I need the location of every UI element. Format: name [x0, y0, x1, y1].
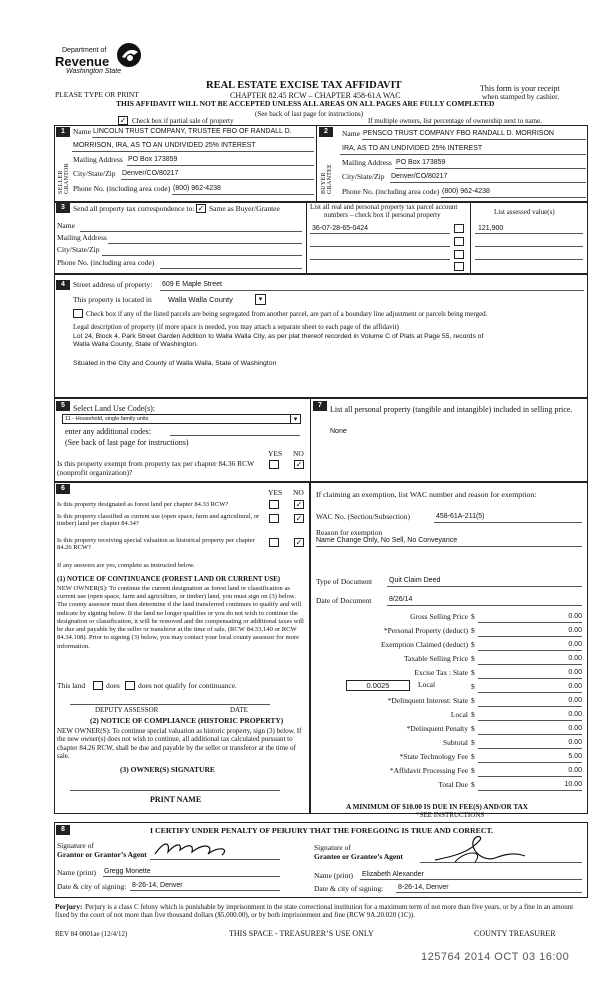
tax-line-label: *Delinquent Penalty [406, 724, 468, 733]
exempt-question: Is this property exempt from property tax per chapter 84.36 RCW (nonprofit organization)? [57, 459, 255, 477]
tax-line-dollar: $ [471, 682, 475, 691]
section-8-number: 8 [56, 825, 70, 835]
buyer-name-line-2[interactable]: IRA, AS TO AN UNDIVIDED 25% INTEREST [342, 145, 483, 152]
legal-description-label: Legal description of property (if more space is needed, you may attach a separate sheet to each page of the affidavit) [73, 323, 399, 331]
grantor-date-city[interactable]: 8-26-14, Denver [132, 882, 183, 889]
wac-label: WAC No. (Section/Subsection) [316, 512, 410, 521]
legal-description-1[interactable]: Lot 24, Block 4, Park Street Garden Addition to Walla Walla City, as per plat thereof recorded in Volume C of Plats at Page 55, records of [73, 333, 484, 340]
grantor-date-label: Date & city of signing: [57, 882, 127, 891]
tax-line-label: Subtotal [442, 738, 468, 747]
partial-sale-checkbox[interactable]: ✓ [119, 116, 127, 125]
receipt-note-1: This form is your receipt [480, 84, 560, 93]
located-in-label: This property is located in [73, 295, 152, 304]
seller-phone-label: Phone No. (including area code) [73, 184, 171, 193]
section-7-number: 7 [313, 401, 327, 411]
section-5-number: 5 [56, 401, 70, 411]
land-use-dropdown-arrow-icon[interactable]: ▾ [290, 414, 301, 424]
seller-city[interactable]: Denver/CO/80217 [122, 170, 179, 177]
parcel-2-personal-checkbox[interactable] [454, 237, 464, 246]
grantee-sig-of: Signature of [314, 843, 351, 852]
buyer-phone[interactable]: (800) 962-4238 [442, 188, 490, 195]
s3-address-label: Mailing Address [57, 233, 107, 242]
grantee-name-label: Name (print) [314, 871, 353, 880]
assessed-value[interactable]: 121,900 [478, 225, 504, 232]
treasurer-space: THIS SPACE - TREASURER’S USE ONLY [229, 929, 374, 938]
tax-line-dollar: $ [471, 668, 475, 677]
compliance-body: NEW OWNER(S): To continue special valuation as historic property, sign (3) below. If the new owner(s) does not wish to continue, all additional tax calculated pursuant to chapter 84.26 RCW, shall be due and payable by the seller or transferor at the time of sale. [57, 727, 302, 761]
parcel-4-personal-checkbox[interactable] [454, 262, 464, 271]
revenue-logo-icon [112, 40, 146, 70]
print-name-label: PRINT NAME [150, 795, 202, 804]
tax-line-amount[interactable]: 0.00 [568, 725, 582, 732]
buyer-name-label: Name [342, 129, 360, 138]
tax-line-dollar: $ [471, 696, 475, 705]
tax-line-amount[interactable]: 0.00 [568, 711, 582, 718]
wac-value[interactable]: 458-61A-211(5) [436, 513, 485, 520]
parcel-header-1: List all real and personal property tax parcel account [310, 203, 458, 211]
doc-type-label: Type of Document [316, 577, 373, 586]
tax-line-label: *State Technology Fee [399, 752, 468, 761]
deputy-assessor-label: DEPUTY ASSESSOR [95, 706, 159, 714]
tax-line-amount[interactable]: 5.00 [568, 753, 582, 760]
county-treasurer: COUNTY TREASURER [474, 929, 556, 938]
does-not-qualify-checkbox[interactable] [125, 681, 135, 690]
certify-statement: I CERTIFY UNDER PENALTY OF PERJURY THAT THE FOREGOING IS TRUE AND CORRECT. [150, 826, 494, 835]
legal-description-2[interactable]: Walla Walla County, State of Washington. [73, 341, 198, 348]
owner-signature-label: (3) OWNER(S) SIGNATURE [120, 765, 215, 774]
treasurer-stamp: 125764 2014 OCT 03 16:00 [421, 951, 570, 963]
buyer-city[interactable]: Denver/CO/80217 [391, 173, 448, 180]
this-land-label: This land [57, 681, 86, 690]
land-use-select[interactable]: 11 - Household, single family units [62, 414, 300, 424]
seller-city-label: City/State/Zip [73, 169, 116, 178]
grantor-name-label: Name (print) [57, 868, 96, 877]
current-use-yes-checkbox[interactable] [269, 514, 279, 523]
tax-line-dollar: $ [471, 640, 475, 649]
state-label: Washington State [66, 68, 122, 75]
s6-yes-header: YES [268, 488, 283, 497]
exemption-label: If claiming an exemption, list WAC number and reason for exemption: [316, 490, 537, 499]
grantee-signature[interactable] [425, 832, 535, 866]
parcel-1-personal-checkbox[interactable] [454, 224, 464, 233]
tax-line-amount[interactable]: 0.00 [568, 655, 582, 662]
doc-date-value[interactable]: 8/26/14 [389, 596, 413, 603]
s5-no-header: NO [293, 449, 304, 458]
tax-line-dollar: $ [471, 626, 475, 635]
tax-line-amount[interactable]: 0.00 [568, 697, 582, 704]
county-dropdown-arrow-icon[interactable]: ▾ [255, 294, 266, 305]
seller-phone[interactable]: (800) 962-4238 [173, 185, 221, 192]
same-as-buyer-checkbox[interactable]: ✓ [197, 204, 205, 213]
grantee-date-city[interactable]: 8-26-14, Denver [398, 884, 449, 891]
perjury-label: Perjury: [55, 902, 83, 911]
tax-line-amount[interactable]: 10.00 [564, 781, 582, 788]
multiple-owners-note: If multiple owners, list percentage of ownership next to name. [368, 117, 542, 125]
section-6-number: 6 [56, 484, 70, 494]
tax-line-dollar: $ [471, 654, 475, 663]
tax-line-label: Exemption Claimed (deduct) [380, 640, 468, 649]
seller-address-label: Mailing Address [73, 155, 123, 164]
dept-label: Department of [62, 47, 107, 54]
land-use-see-back: (See back of last page for instructions) [65, 438, 189, 447]
parcel-number[interactable]: 36-07-28-65-0424 [312, 225, 369, 232]
grantee-name[interactable]: Elizabeth Alexander [362, 871, 424, 878]
see-back-note: (See back of last page for instructions) [255, 110, 364, 118]
forest-no-checkbox[interactable]: ✓ [295, 500, 303, 509]
tax-line-amount[interactable]: 0.00 [568, 683, 582, 690]
minimum-fee-note: A MINIMUM OF $10.00 IS DUE IN FEE(S) AND/OR TAX [346, 803, 528, 811]
s5-yes-header: YES [268, 449, 283, 458]
section-2-number: 2 [319, 127, 333, 137]
seller-name-label: Name [73, 127, 91, 136]
seller-name[interactable]: LINCOLN TRUST COMPANY, TRUSTEE FBO OF RANDALL D. [93, 128, 292, 135]
perjury-text: Perjury is a class C felony which is punishable by imprisonment in the state correctional institution for a maximum term of not more than five years, or by a fine in an amount fixed by the court of not more than five thousand dollars ($5,000.00), or by both imprisonment and fine (RCW 9A.20.020 (1C)). [55, 903, 574, 920]
section-4-number: 4 [56, 280, 70, 290]
buyer-name[interactable]: PENSCO TRUST COMPANY FBO RANDALL D. MORRISON [363, 130, 554, 137]
buyer-side-label: BUYER GRANTEE [321, 163, 333, 194]
assessor-date-label: DATE [230, 706, 248, 714]
seller-name-line-2[interactable]: MORRISON, IRA, AS TO AN UNDIVIDED 25% INTEREST [73, 142, 256, 149]
form-warning: THIS AFFIDAVIT WILL NOT BE ACCEPTED UNLESS ALL AREAS ON ALL PAGES ARE FULLY COMPLETED [116, 99, 495, 108]
tax-line-dollar: $ [471, 710, 475, 719]
tax-line-label: Total Due [438, 780, 468, 789]
land-use-label: Select Land Use Code(s): [73, 404, 155, 413]
tax-line-dollar: $ [471, 738, 475, 747]
buyer-city-label: City/State/Zip [342, 172, 385, 181]
county-select[interactable]: Walla Walla County [168, 295, 233, 304]
see-instructions-note: *SEE INSTRUCTIONS [416, 811, 485, 819]
print-instruction: PLEASE TYPE OR PRINT [55, 90, 139, 99]
tax-line-amount[interactable]: 0.00 [568, 669, 582, 676]
tax-line-dollar: $ [471, 752, 475, 761]
tax-line-label: *Affidavit Processing Fee [389, 766, 468, 775]
current-use-no-checkbox[interactable]: ✓ [295, 514, 303, 523]
personal-property-value[interactable]: None [330, 428, 347, 435]
section-1-number: 1 [56, 127, 70, 137]
s3-phone-label: Phone No. (including area code) [57, 258, 155, 267]
s3-name-label: Name [57, 221, 75, 230]
does-label: does [106, 681, 120, 690]
tax-line-label: *Delinquent Interest: State [387, 696, 468, 705]
form-title: REAL ESTATE EXCISE TAX AFFIDAVIT [206, 80, 402, 91]
tax-line-amount[interactable]: 0.00 [568, 767, 582, 774]
buyer-phone-label: Phone No. (including area code) [342, 187, 440, 196]
segregated-label: Check box if any of the listed parcels are being segregated from another parcel, are part of a boundary line adjustment or parcels being merged. [86, 310, 488, 318]
tax-line-amount[interactable]: 0.00 [568, 739, 582, 746]
buyer-address-label: Mailing Address [342, 158, 392, 167]
doc-date-label: Date of Document [316, 596, 372, 605]
receipt-note-2: when stamped by cashier. [482, 92, 560, 101]
reason-label: Reason for exemption [316, 528, 383, 537]
continuance-title: (1) NOTICE OF CONTINUANCE (FOREST LAND OR CURRENT USE) [57, 575, 281, 583]
does-qualify-checkbox[interactable] [93, 681, 103, 690]
form-chapter: CHAPTER 82.45 RCW – CHAPTER 458-61A WAC [230, 91, 401, 100]
buyer-address[interactable]: PO Box 173859 [396, 159, 446, 166]
parcel-header-2: numbers – check box if personal property [324, 211, 441, 219]
personal-property-label: List all personal property (tangible and intangible) included in selling price. [330, 405, 573, 414]
doc-type-value[interactable]: Quit Claim Deed [389, 577, 441, 584]
tax-rate-box[interactable]: 0.0025 [346, 680, 410, 691]
tax-line-label: *Personal Property (deduct) [383, 626, 468, 635]
assessed-header: List assessed value(s) [494, 208, 555, 216]
same-as-buyer-label: Same as Buyer/Grantee [209, 204, 280, 213]
seller-address[interactable]: PO Box 173859 [128, 156, 178, 163]
tax-line-dollar: $ [471, 724, 475, 733]
grantee-agent-label: Grantee or Grantee’s Agent [314, 852, 403, 861]
additional-codes-label: enter any additional codes: [65, 427, 151, 436]
tax-line-label: Local [450, 710, 468, 719]
grantor-agent-label: Grantor or Grantor’s Agent [57, 850, 147, 859]
historic-yes-checkbox[interactable] [269, 538, 279, 547]
tax-line-dollar: $ [471, 780, 475, 789]
legal-description-3[interactable]: Situated in the City and County of Walla Walla, State of Washington [73, 360, 277, 367]
compliance-title: (2) NOTICE OF COMPLIANCE (HISTORIC PROPERTY) [90, 716, 284, 725]
continuance-body: NEW OWNER(S): To continue the current designation as forest land or classification as current use (open space, farm and agriculture, or timber) land, you must sign on (3) below. The county assessor must then determine if the land transferred continues to qualify and will indicate by signing below. If the land no longer qualifies or you do not wish to continue the designation or classification, it will be removed and the compensating or additional taxes will be due and payable by the seller or transferor at the time of sale. (RCW 84.33.140 or RCW 84.34.108). Prior to signing (3) below, you may contact your local county assessor for more information. [57, 585, 304, 650]
grantor-sig-of: Signature of [57, 841, 94, 850]
historic-question: Is this property receiving special valuation as historical property per chapter 84.26 RCW? [57, 537, 255, 552]
if-yes-note: If any answers are yes, complete as instructed below. [57, 562, 195, 569]
forest-yes-checkbox[interactable] [269, 500, 279, 509]
segregated-checkbox[interactable] [73, 309, 83, 318]
grantor-name[interactable]: Gregg Monette [104, 868, 151, 875]
seller-side-label: SELLER GRANTOR [58, 163, 70, 194]
tax-rate-local-label: Local [418, 680, 436, 689]
partial-sale-label: Check box if partial sale of property [132, 117, 234, 125]
s3-city-label: City/State/Zip [57, 245, 100, 254]
tax-line-amount[interactable]: 0.00 [568, 613, 582, 620]
historic-no-checkbox[interactable]: ✓ [295, 538, 303, 547]
section-3-number: 3 [56, 203, 70, 213]
tax-line-label: Gross Selling Price [410, 612, 468, 621]
current-use-question: Is this property classified as current use (open space, farm and agricultural, or timber) land per chapter 84.34? [57, 513, 260, 528]
does-not-label: does not qualify for continuance. [138, 681, 237, 690]
send-correspondence-label: Send all property tax correspondence to: [73, 204, 195, 213]
tax-line-amount[interactable]: 0.00 [568, 641, 582, 648]
street-address[interactable]: 609 E Maple Street [162, 281, 222, 288]
grantor-signature[interactable] [150, 838, 260, 860]
tax-line-dollar: $ [471, 766, 475, 775]
reason-value[interactable]: Name Change Only, No Sell, No Conveyance [316, 537, 458, 544]
s6-no-header: NO [293, 488, 304, 497]
revenue-label: Revenue [55, 54, 110, 69]
exempt-no-checkbox[interactable]: ✓ [295, 460, 303, 469]
grantee-date-label: Date & city of signing: [314, 884, 384, 893]
forest-land-question: Is this property designated as forest land per chapter 84.33 RCW? [57, 501, 229, 508]
tax-line-label: Taxable Selling Price [403, 654, 468, 663]
tax-line-dollar: $ [471, 612, 475, 621]
exempt-yes-checkbox[interactable] [269, 460, 279, 469]
street-address-label: Street address of property: [73, 280, 153, 289]
form-revision: REV 84 0001ae (12/4/12) [55, 930, 128, 938]
parcel-3-personal-checkbox[interactable] [454, 250, 464, 259]
tax-line-amount[interactable]: 0.00 [568, 627, 582, 634]
tax-line-label: Excise Tax : State [414, 668, 468, 677]
